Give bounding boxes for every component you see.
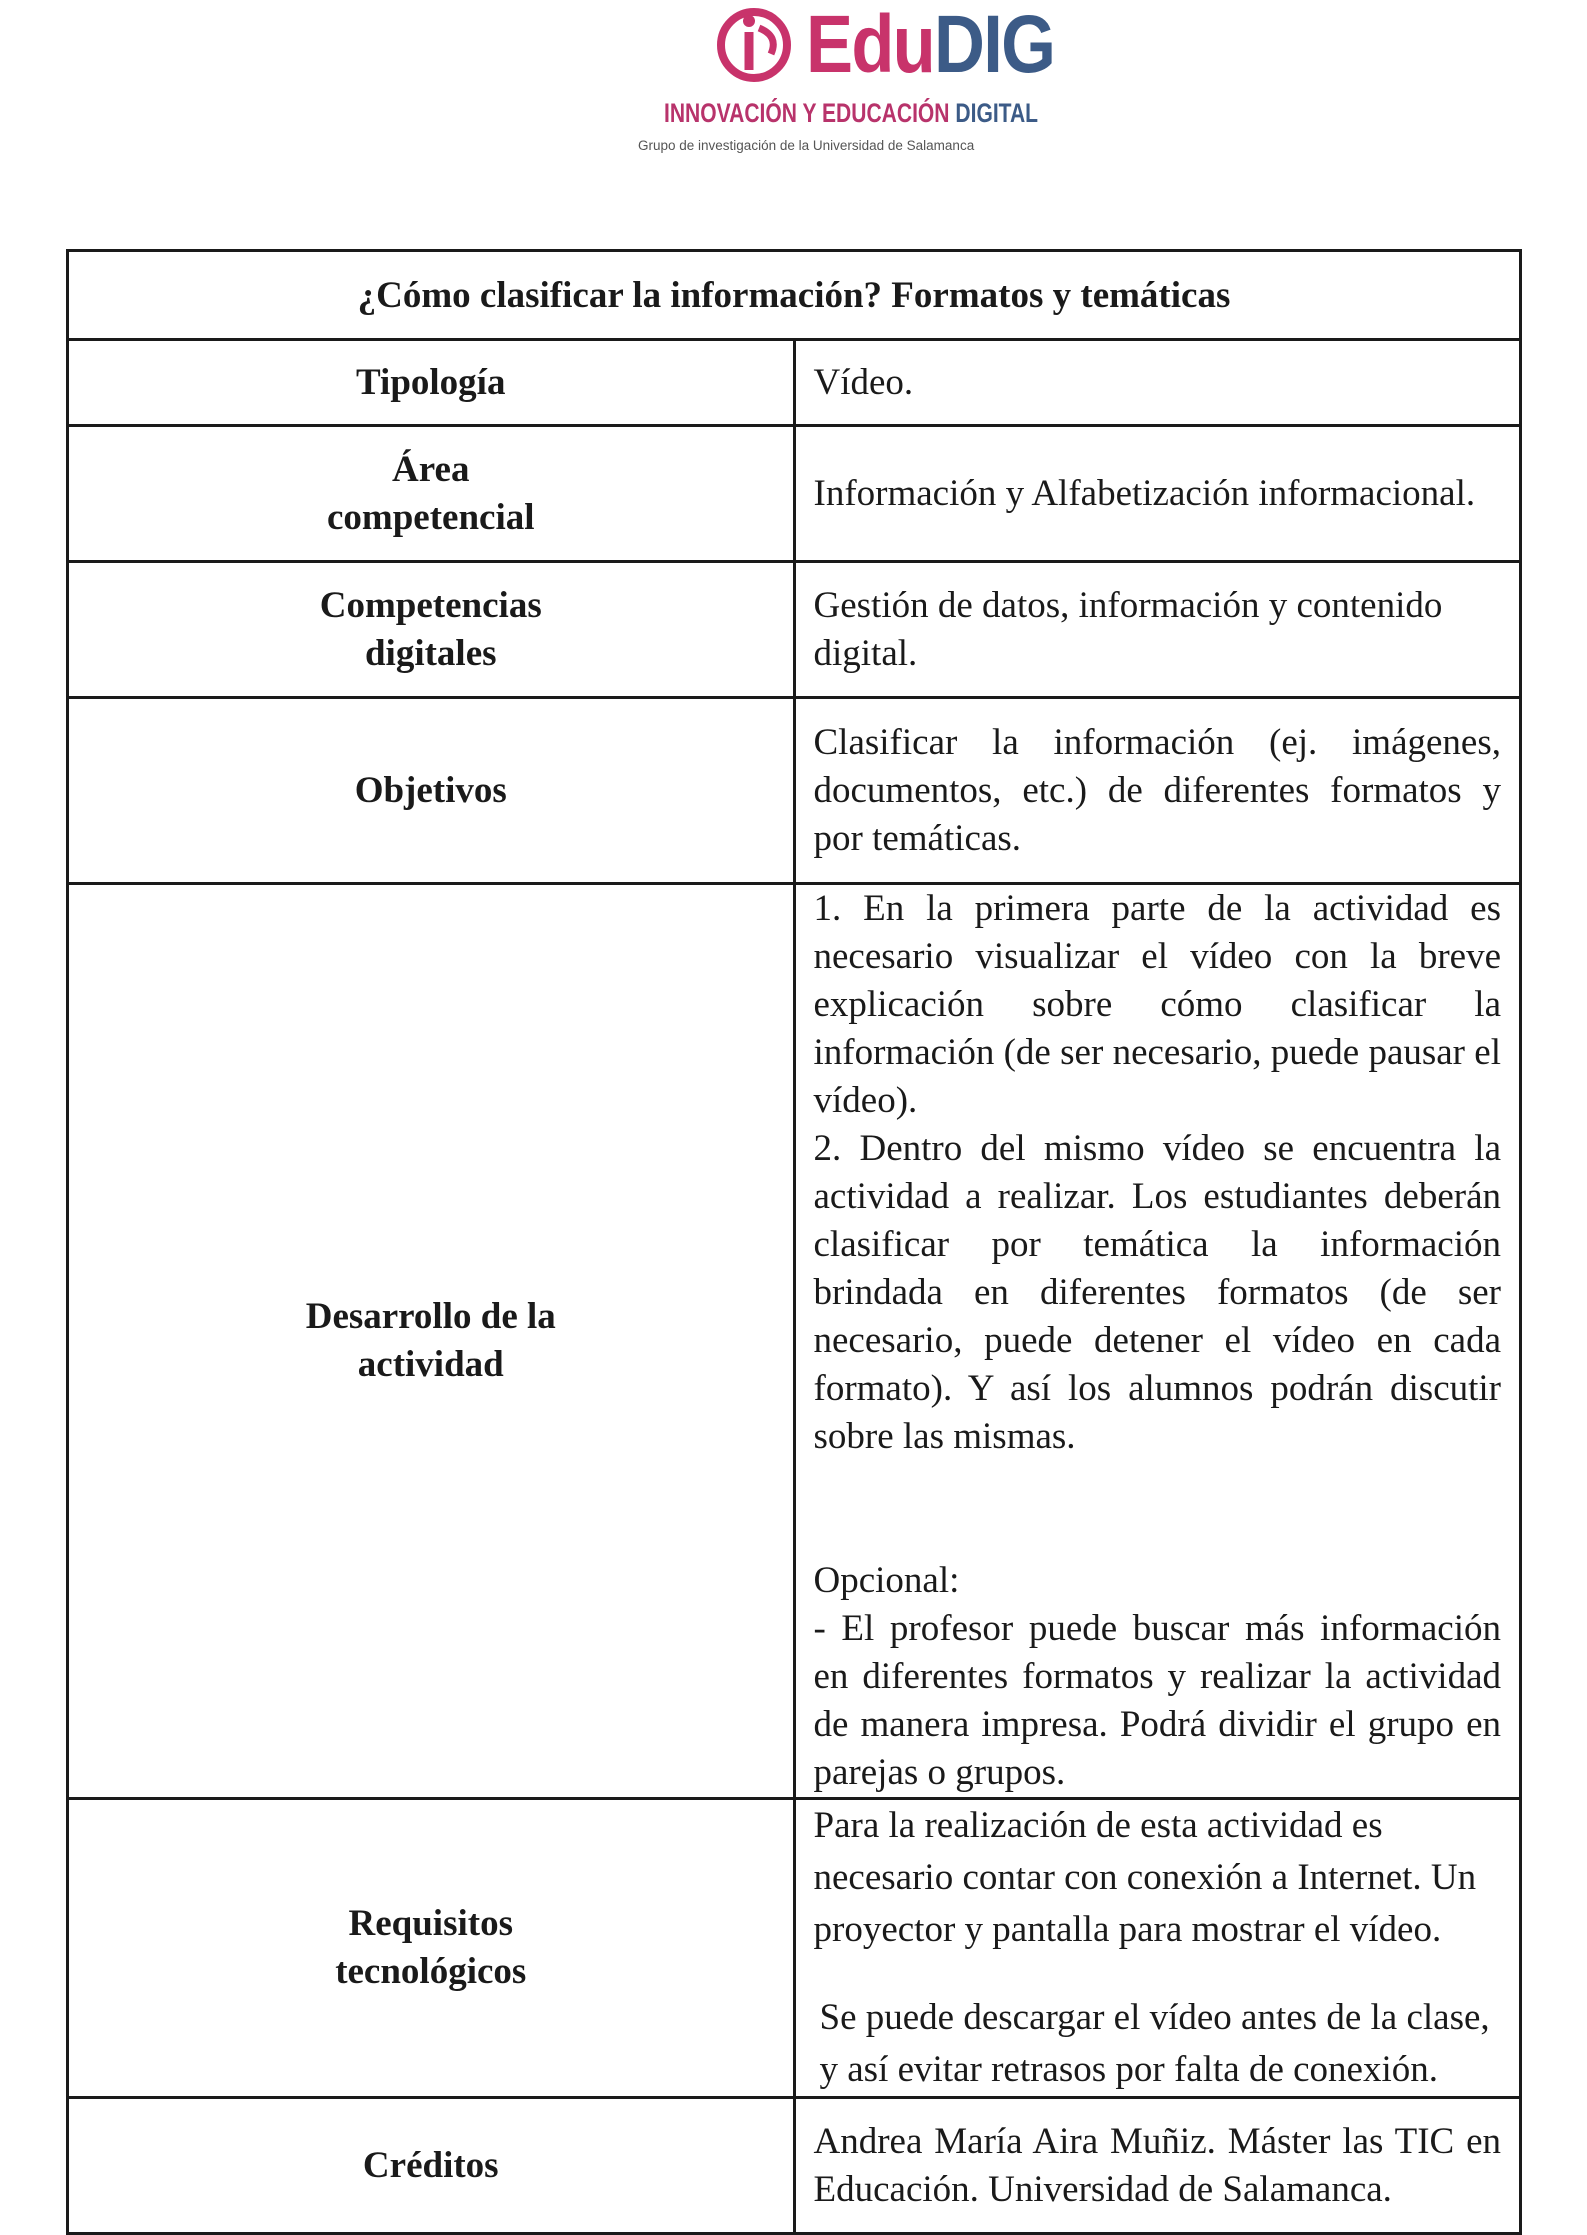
- label-requisitos-line2: tecnológicos: [335, 1951, 527, 1992]
- label-desarrollo-line2: actividad: [357, 1344, 504, 1385]
- tagline-digital: DIGITAL: [955, 98, 1039, 128]
- spacer: [814, 1461, 1502, 1557]
- value-creditos: Andrea María Aira Muñiz. Máster las TIC en Educación. Universidad de Salamanca.: [794, 2098, 1521, 2234]
- row-requisitos: [68, 1799, 1521, 2098]
- row-competencias: [68, 562, 1521, 698]
- brand-dig: DIG: [934, 0, 1055, 90]
- header: [0, 0, 1587, 190]
- desarrollo-optional-heading: Opcional:: [813, 1560, 960, 1601]
- subtagline: Grupo de investigación de la Universidad de Salamanca: [638, 138, 975, 153]
- value-objetivos: Clasificar la información (ej. imágenes, documentos, etc.) de diferentes formatos y por temáticas.: [794, 698, 1521, 884]
- brand-name: [806, 0, 1054, 90]
- tagline: [664, 98, 1038, 129]
- requisitos-paragraph-1: Para la realización de esta actividad es necesario contar con conexión a Internet. Un proyector y pantalla para mostrar el vídeo.: [813, 1805, 1477, 1950]
- desarrollo-optional-text: - El profesor puede buscar más información en diferentes formatos y realizar la actividad de manera impresa. Podrá dividir el grupo en parejas o grupos.: [813, 1608, 1501, 1793]
- brand-edu: Edu: [806, 0, 935, 90]
- label-area: [68, 426, 795, 562]
- label-area-line2: competencial: [326, 496, 535, 538]
- label-competencias: [68, 562, 795, 698]
- value-tipologia: Vídeo.: [794, 340, 1521, 426]
- desarrollo-step-1: 1. En la primera parte de la actividad es necesario visualizar el vídeo con la breve explicación sobre cómo clasificar la información (de ser necesario, puede pausar el vídeo).: [813, 888, 1501, 1121]
- label-requisitos: [68, 1799, 795, 2098]
- desarrollo-step-2: 2. Dentro del mismo vídeo se encuentra la actividad a realizar. Los estudiantes deberán clasificar por temática la información brindada en diferentes formatos (de ser necesario, puede detener el vídeo en cada formato). Y así los alumnos podrán discutir sobre las mismas.: [813, 1128, 1501, 1457]
- label-creditos: Créditos: [68, 2098, 795, 2234]
- row-tipologia: [68, 340, 1521, 426]
- value-competencias: Gestión de datos, información y contenido digital.: [794, 562, 1521, 698]
- spacer: [814, 1956, 1502, 1992]
- row-creditos: [68, 2098, 1521, 2234]
- title-row: [68, 251, 1521, 340]
- value-area: Información y Alfabetización informacional.: [794, 426, 1521, 562]
- label-tipologia: Tipología: [68, 340, 795, 426]
- label-competencias-line1: Competencias: [319, 584, 542, 626]
- edudig-logo-icon: [715, 6, 793, 84]
- row-area: [68, 426, 1521, 562]
- label-requisitos-line1: Requisitos: [348, 1903, 513, 1944]
- label-desarrollo: [68, 884, 795, 1799]
- value-desarrollo: [794, 884, 1521, 1799]
- tagline-main: INNOVACIÓN Y EDUCACIÓN: [664, 98, 950, 128]
- label-area-line1: Área: [392, 448, 470, 490]
- sheet-title: ¿Cómo clasificar la información? Formatos y temáticas: [68, 251, 1521, 340]
- row-desarrollo: [68, 884, 1521, 1799]
- requisitos-paragraph-2: Se puede descargar el vídeo antes de la clase, y así evitar retrasos por falta de conexión.: [819, 1997, 1490, 2090]
- activity-sheet: [66, 249, 1522, 2235]
- label-competencias-line2: digitales: [364, 632, 497, 674]
- value-requisitos: [794, 1799, 1521, 2098]
- label-desarrollo-line1: Desarrollo de la: [305, 1296, 556, 1337]
- row-objetivos: [68, 698, 1521, 884]
- label-objetivos: Objetivos: [68, 698, 795, 884]
